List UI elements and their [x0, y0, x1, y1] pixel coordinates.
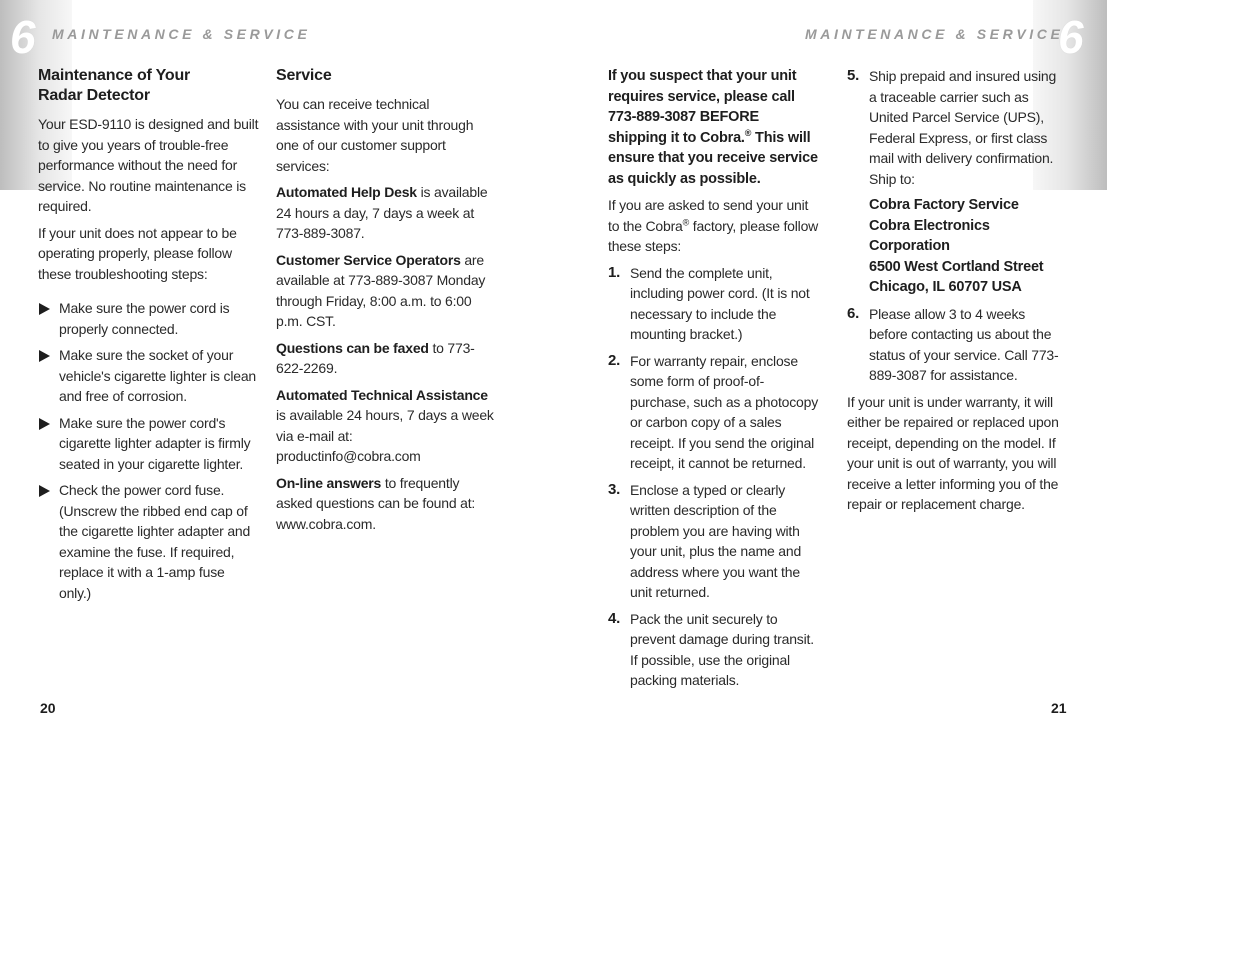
maintenance-heading-line1: Maintenance of Your: [38, 67, 191, 84]
troubleshoot-item: [38, 480, 260, 603]
service-item-label: Automated Technical Assistance: [276, 386, 488, 403]
step-number: 6.: [847, 304, 860, 322]
section-header-right: MAINTENANCE & SERVICE: [805, 26, 1064, 42]
service-intro: You can receive technical assistance with your unit through one of our customer support services:: [276, 96, 474, 174]
step-text: For warranty repair, enclose some form of proof-of-purchase, such as a photocopy or carbon copy of a sales receipt. If you send the original receipt, it cannot be returned.: [630, 352, 818, 471]
service-item-label: Automated Help Desk: [276, 184, 417, 200]
maintenance-intro: Your ESD-9110 is designed and built to give you years of trouble-free performance without the need for service. No routine maintenance is required.: [38, 116, 259, 214]
step-number: 5.: [847, 67, 860, 84]
triangle-bullet-icon: [39, 303, 50, 315]
service-item-text: is available 24 hours, 7 days a week via e-mail at: productinfo@cobra.com: [276, 407, 494, 464]
troubleshoot-text: Make sure the power cord is properly connected.: [59, 300, 230, 337]
troubleshoot-list: [38, 298, 260, 603]
service-item: [276, 182, 494, 244]
service-lead-text-end: This will ensure that you receive service as quickly as possible.: [608, 129, 818, 187]
troubleshoot-item: [38, 413, 260, 475]
chapter-number-right: 6: [1058, 11, 1084, 63]
triangle-bullet-icon: [39, 418, 50, 430]
service-item-label: Questions can be faxed: [276, 339, 429, 356]
shipping-step: [847, 304, 1063, 386]
troubleshoot-text: Make sure the power cord's cigarette lighter adapter is firmly seated in your cigarette lighter.: [59, 414, 251, 472]
troubleshoot-text: Make sure the socket of your vehicle's cigarette lighter is clean and free of corrosion.: [59, 347, 257, 404]
service-column: [276, 66, 494, 540]
section-header-left: MAINTENANCE & SERVICE: [52, 26, 311, 42]
address-line: Cobra Electronics Corporation: [869, 217, 990, 254]
address-line: Cobra Factory Service: [869, 197, 1019, 213]
service-item-label: Customer Service Operators: [276, 251, 461, 268]
triangle-bullet-icon: [39, 485, 50, 497]
factory-intro-text-end: factory, please follow these steps:: [608, 217, 819, 254]
shipping-step: [608, 480, 820, 603]
service-item-text: to frequently asked questions can be found at: www.cobra.com.: [276, 474, 476, 532]
address-line: Chicago, IL 60707 USA: [869, 279, 1022, 295]
shipping-steps-list-continued: [847, 66, 1063, 189]
chapter-number-left: 6: [10, 11, 36, 63]
service-heading: Service: [276, 67, 332, 84]
page-number-left: 20: [40, 700, 56, 716]
troubleshoot-text: Check the power cord fuse. (Unscrew the ribbed end cap of the cigarette lighter adapter and examine the fuse. If required, replace it with a 1-amp fuse only.): [59, 482, 251, 601]
service-lead-text: If you suspect that your unit requires service, please call 773-889-3087 BEFORE shipping it to Cobra.: [608, 68, 797, 146]
warranty-note: If your unit is under warranty, it will either be repaired or replaced upon receipt, depending on the model. If your unit is out of warranty, you will receive a letter informing you of the repair or replacement charge.: [847, 393, 1059, 512]
troubleshoot-item: [38, 345, 260, 407]
maintenance-column: [38, 66, 260, 609]
step-number: 1.: [608, 263, 621, 281]
step-text: Ship prepaid and insured using a traceable carrier such as United Parcel Service (UPS), Federal Express, or first class mail with delivery confirmation. Ship to:: [869, 68, 1057, 187]
service-item-text: to 773-622-2269.: [276, 339, 475, 376]
service-item-label: On-line answers: [276, 474, 382, 491]
shipping-step: [608, 351, 820, 474]
factory-address: [847, 195, 1063, 298]
shipping-steps-list-final: [847, 304, 1063, 386]
service-lead: [608, 66, 820, 189]
step-text: Pack the unit securely to prevent damage during transit. If possible, use the original packing materials.: [630, 610, 814, 688]
service-item: [276, 473, 494, 535]
step-text: Send the complete unit, including power cord. (It is not necessary to include the mounting bracket.): [630, 264, 810, 342]
registered-mark: ®: [744, 127, 752, 138]
step-number: 4.: [608, 609, 621, 627]
step-text: Enclose a typed or clearly written description of the problem you are having with your unit, plus the name and address where you want the unit returned.: [630, 481, 802, 600]
registered-mark: ®: [682, 216, 690, 227]
shipping-step: [608, 609, 820, 691]
step-number: 2.: [608, 351, 621, 369]
service-item-text: are available at 773-889-3087 Monday through Friday, 8:00 a.m. to 6:00 p.m. CST.: [276, 251, 486, 329]
factory-intro-text: If you are asked to send your unit to the Cobra: [608, 197, 809, 234]
maintenance-heading-line2: Radar Detector: [38, 87, 150, 104]
troubleshoot-item: [38, 298, 260, 339]
service-item: [276, 385, 494, 467]
troubleshoot-intro: If your unit does not appear to be operating properly, please follow these troubleshooting steps:: [38, 224, 237, 282]
step-number: 3.: [608, 480, 621, 498]
shipping-column-continued: [847, 66, 1063, 521]
shipping-steps-list: [608, 263, 820, 691]
service-item: [276, 338, 494, 379]
page-number-right: 21: [1051, 700, 1067, 716]
triangle-bullet-icon: [39, 350, 50, 362]
step-text: Please allow 3 to 4 weeks before contacting us about the status of your service. Call 773-889-3087 for assistance.: [869, 305, 1059, 383]
maintenance-heading: [38, 66, 260, 106]
address-line: 6500 West Cortland Street: [869, 258, 1044, 275]
service-item: [276, 250, 494, 332]
service-item-text: is available 24 hours a day, 7 days a week at 773-889-3087.: [276, 184, 488, 241]
shipping-column: [608, 66, 820, 697]
shipping-step: [847, 66, 1063, 189]
factory-intro: [608, 195, 820, 257]
shipping-step: [608, 263, 820, 345]
